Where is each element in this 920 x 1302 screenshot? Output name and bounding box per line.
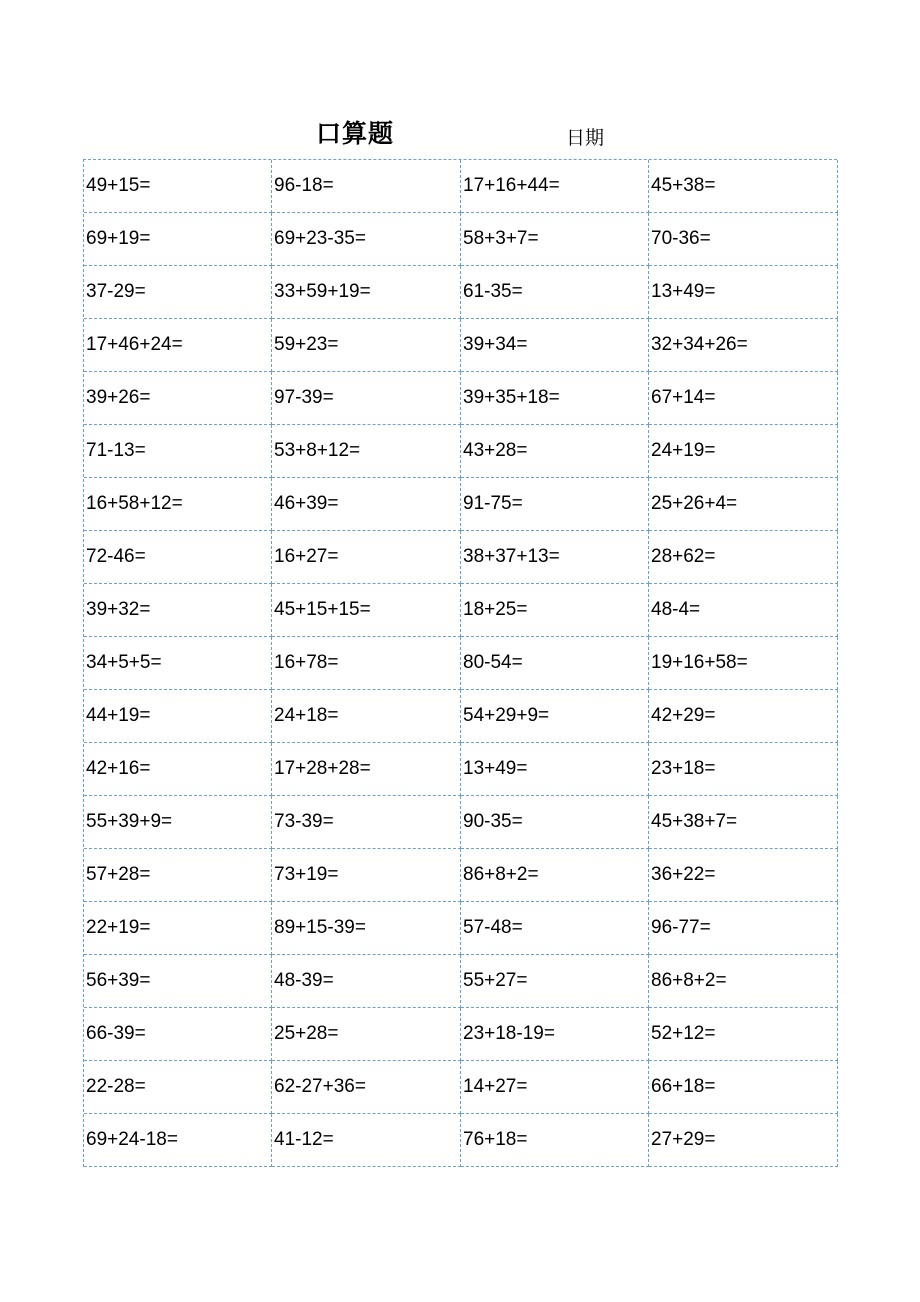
problem-cell: 52+12=: [649, 1008, 838, 1061]
problem-cell: 17+16+44=: [461, 160, 649, 213]
problem-cell: 33+59+19=: [272, 266, 461, 319]
problem-cell: 48-4=: [649, 584, 838, 637]
problem-cell: 48-39=: [272, 955, 461, 1008]
problem-cell: 80-54=: [461, 637, 649, 690]
problem-cell: 59+23=: [272, 319, 461, 372]
problem-cell: 17+28+28=: [272, 743, 461, 796]
problem-cell: 61-35=: [461, 266, 649, 319]
problem-cell: 27+29=: [649, 1114, 838, 1167]
problem-cell: 39+35+18=: [461, 372, 649, 425]
problem-cell: 43+28=: [461, 425, 649, 478]
problem-cell: 58+3+7=: [461, 213, 649, 266]
problem-cell: 37-29=: [84, 266, 272, 319]
problem-cell: 73+19=: [272, 849, 461, 902]
problem-cell: 90-35=: [461, 796, 649, 849]
problem-cell: 41-12=: [272, 1114, 461, 1167]
problem-cell: 57-48=: [461, 902, 649, 955]
problem-cell: 32+34+26=: [649, 319, 838, 372]
problem-cell: 38+37+13=: [461, 531, 649, 584]
problem-cell: 73-39=: [272, 796, 461, 849]
problem-cell: 16+27=: [272, 531, 461, 584]
problem-cell: 23+18=: [649, 743, 838, 796]
page-title: 口算题: [316, 119, 395, 148]
problem-cell: 96-18=: [272, 160, 461, 213]
problem-cell: 91-75=: [461, 478, 649, 531]
problem-cell: 25+28=: [272, 1008, 461, 1061]
problem-cell: 69+24-18=: [84, 1114, 272, 1167]
problem-cell: 42+16=: [84, 743, 272, 796]
problem-cell: 70-36=: [649, 213, 838, 266]
problem-cell: 13+49=: [649, 266, 838, 319]
problem-cell: 44+19=: [84, 690, 272, 743]
problem-cell: 39+26=: [84, 372, 272, 425]
problem-cell: 57+28=: [84, 849, 272, 902]
problem-cell: 34+5+5=: [84, 637, 272, 690]
problem-cell: 55+27=: [461, 955, 649, 1008]
problem-cell: 54+29+9=: [461, 690, 649, 743]
problem-cell: 71-13=: [84, 425, 272, 478]
problem-cell: 23+18-19=: [461, 1008, 649, 1061]
problem-cell: 62-27+36=: [272, 1061, 461, 1114]
problem-cell: 16+78=: [272, 637, 461, 690]
date-label: 日期: [566, 127, 605, 149]
problem-cell: 49+15=: [84, 160, 272, 213]
problem-cell: 18+25=: [461, 584, 649, 637]
problem-cell: 76+18=: [461, 1114, 649, 1167]
problem-cell: 17+46+24=: [84, 319, 272, 372]
problem-cell: 56+39=: [84, 955, 272, 1008]
problem-cell: 67+14=: [649, 372, 838, 425]
problem-cell: 53+8+12=: [272, 425, 461, 478]
problem-cell: 28+62=: [649, 531, 838, 584]
problem-cell: 19+16+58=: [649, 637, 838, 690]
problem-cell: 89+15-39=: [272, 902, 461, 955]
problem-cell: 24+18=: [272, 690, 461, 743]
problem-cell: 45+38+7=: [649, 796, 838, 849]
problem-cell: 96-77=: [649, 902, 838, 955]
problem-cell: 13+49=: [461, 743, 649, 796]
problem-cell: 22+19=: [84, 902, 272, 955]
problem-cell: 97-39=: [272, 372, 461, 425]
problem-cell: 39+34=: [461, 319, 649, 372]
problem-cell: 46+39=: [272, 478, 461, 531]
problem-cell: 14+27=: [461, 1061, 649, 1114]
problem-cell: 25+26+4=: [649, 478, 838, 531]
problem-grid: [83, 159, 837, 1167]
problem-cell: 39+32=: [84, 584, 272, 637]
problem-cell: 55+39+9=: [84, 796, 272, 849]
problem-cell: 69+19=: [84, 213, 272, 266]
problem-cell: 69+23-35=: [272, 213, 461, 266]
problem-cell: 72-46=: [84, 531, 272, 584]
problem-cell: 36+22=: [649, 849, 838, 902]
problem-cell: 86+8+2=: [461, 849, 649, 902]
problem-cell: 66+18=: [649, 1061, 838, 1114]
problem-cell: 66-39=: [84, 1008, 272, 1061]
problem-cell: 16+58+12=: [84, 478, 272, 531]
problem-cell: 45+15+15=: [272, 584, 461, 637]
problem-cell: 42+29=: [649, 690, 838, 743]
problem-cell: 86+8+2=: [649, 955, 838, 1008]
problem-cell: 24+19=: [649, 425, 838, 478]
problem-cell: 45+38=: [649, 160, 838, 213]
problem-cell: 22-28=: [84, 1061, 272, 1114]
